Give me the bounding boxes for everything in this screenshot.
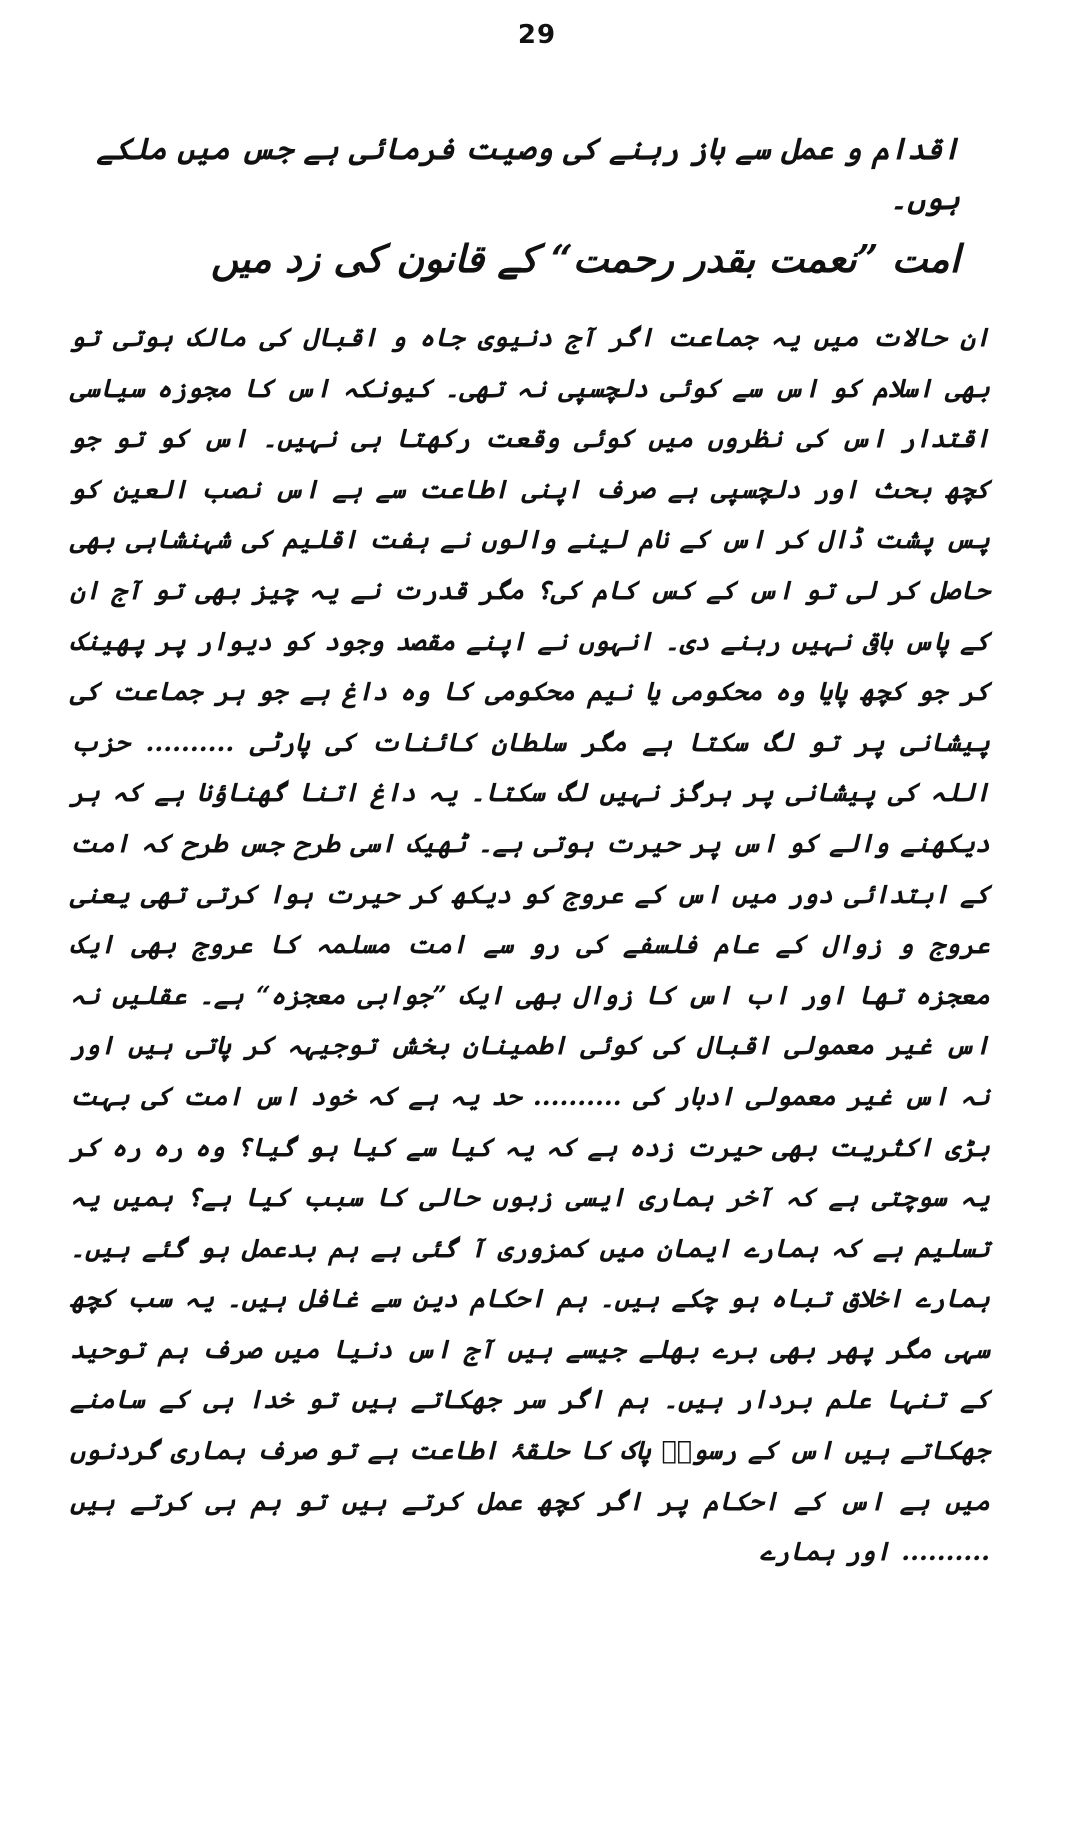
page-number: 29	[517, 20, 557, 50]
intro-line: اقدام و عمل سے باز رہنے کی وصیت فرمائی ہے جس میں ملکے ہوں۔	[96, 132, 960, 217]
page-content	[70, 125, 990, 1578]
body-paragraph: ان حالات میں یہ جماعت اگر آج دنیوی جاہ و اقبال کی مالک ہوتی تو بھی اسلام کو اس سے کوئی دلچسپی نہ تھی۔ کیونکہ اس کا مجوزہ سیاسی اقتدار اس کی نظروں میں کوئی وقعت رکھتا ہی نہیں۔ اس کو تو جو کچھ بحث اور دلچسپی ہے صرف اپنی اطاعت سے ہے اس نصب العین کو پس پشت ڈال کر اس کے نام لینے والوں نے ہفت اقلیم کی شہنشاہی بھی حاصل کر لی تو اس کے کس کام کی؟ مگر قدرت نے یہ چیز بھی تو آج ان کے پاس باقی نہیں رہنے دی۔ انہوں نے اپنے مقصد وجود کو دیوار پر پھینک کر جو کچھ پایا وہ محکومی یا نیم محکومی کا وہ داغ ہے جو ہر جماعت کی پیشانی پر تو لگ سکتا ہے مگر سلطان کائنات کی پارٹی .......... حزب اللہ کی پیشانی پر ہرگز نہیں لگ سکتا۔ یہ داغ اتنا گھناؤنا ہے کہ ہر دیکھنے والے کو اس پر حیرت ہوتی ہے۔ ٹھیک اسی طرح جس طرح کہ امت کے ابتدائی دور میں اس کے عروج کو دیکھ کر حیرت ہوا کرتی تھی یعنی عروج و زوال کے عام فلسفے کی رو سے امت مسلمہ کا عروج بھی ایک معجزہ تھا اور اب اس کا زوال بھی ایک ”جوابی معجزہ“ ہے۔ عقلیں نہ اس غیر معمولی اقبال کی کوئی اطمینان بخش توجیہہ کر پاتی ہیں اور نہ اس غیر معمولی ادبار کی .......... حد یہ ہے کہ خود اس امت کی بہت بڑی اکثریت بھی حیرت زدہ ہے کہ یہ کیا سے کیا ہو گیا؟ وہ رہ رہ کر یہ سوچتی ہے کہ آخر ہماری ایسی زبوں حالی کا سبب کیا ہے؟ ہمیں یہ تسلیم ہے کہ ہمارے ایمان میں کمزوری آ گئی ہے ہم بدعمل ہو گئے ہیں۔ ہمارے اخلاق تباہ ہو چکے ہیں۔ ہم احکام دین سے غافل ہیں۔ یہ سب کچھ سہی مگر پھر بھی برے بھلے جیسے ہیں آج اس دنیا میں صرف ہم توحید کے تنہا علم بردار ہیں۔ ہم اگر سر جھکاتے ہیں تو خدا ہی کے سامنے جھکاتے ہیں اس کے رسولؐ پاک کا حلقۂ اطاعت ہے تو صرف ہماری گردنوں میں ہے اس کے احکام پر اگر کچھ عمل کرتے ہیں تو ہم ہی کرتے ہیں .......... اور ہمارے	[70, 323, 990, 1568]
section-heading: امت ”نعمت بقدر رحمت“ کے قانون کی زد میں	[210, 236, 960, 281]
